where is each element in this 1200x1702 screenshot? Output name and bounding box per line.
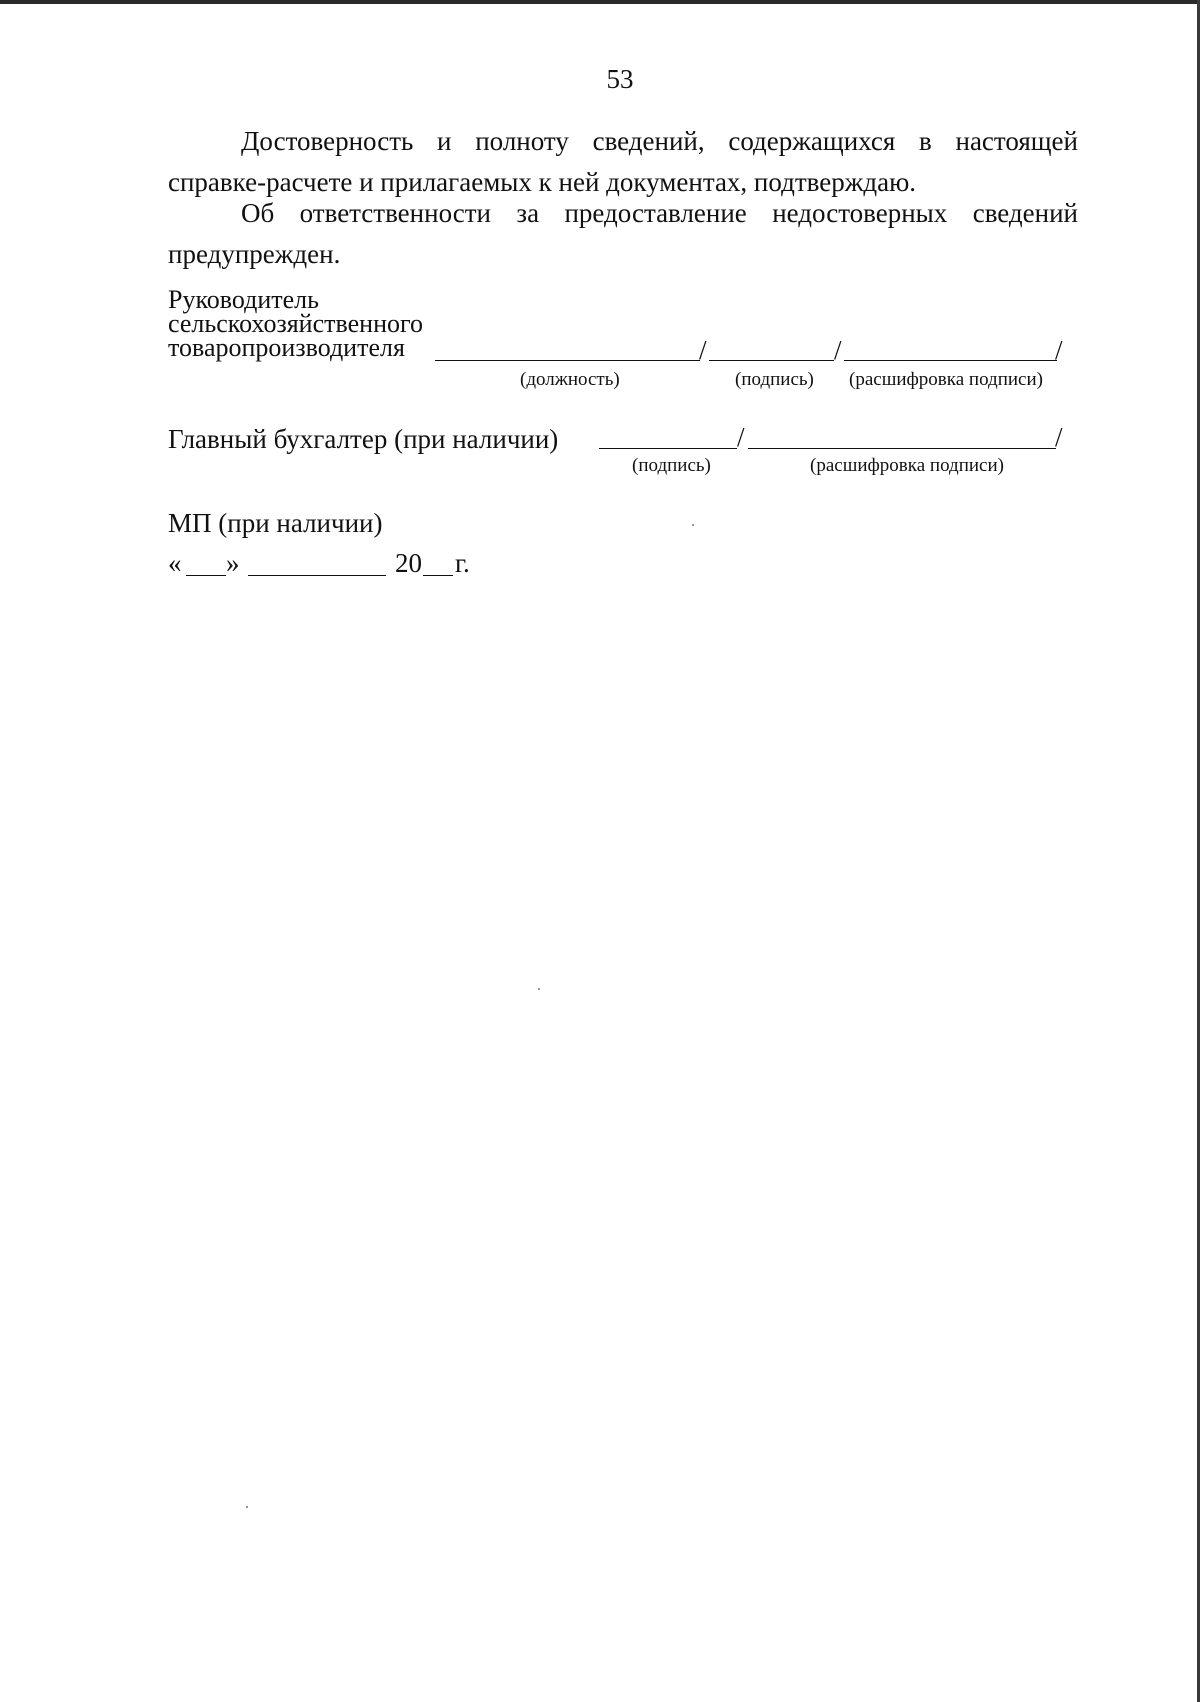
head-signature-caption: (подпись)	[735, 369, 814, 390]
page-number: 53	[606, 64, 634, 94]
date-year-suffix: г.	[455, 548, 470, 578]
head-separator-3: /	[1055, 335, 1063, 365]
head-label	[168, 285, 423, 362]
accountant-signature-caption: (подпись)	[632, 455, 711, 476]
head-separator-1: /	[699, 335, 707, 365]
date-year-prefix: 20	[395, 548, 422, 578]
accountant-signature-field[interactable]	[599, 448, 737, 449]
accountant-separator-2: /	[1055, 422, 1063, 452]
scan-border-top	[0, 0, 1200, 4]
date-year-field[interactable]	[423, 575, 453, 576]
accountant-decoding-caption: (расшифровка подписи)	[810, 455, 1004, 476]
date-month-field[interactable]	[248, 575, 386, 576]
scan-speck	[246, 1506, 248, 1508]
confirmation-text: Достоверность и полноту сведений, содержащихся в настоящей справке-расчете и прилагаемых к ней документах, подтверждаю.	[168, 126, 1078, 197]
responsibility-text: Об ответственности за предоставление недостоверных сведений предупрежден.	[168, 198, 1078, 269]
head-label-line-3: товаропроизводителя	[168, 333, 405, 362]
head-separator-2: /	[834, 335, 842, 365]
head-label-line-2: сельскохозяйственного	[168, 309, 423, 338]
confirmation-paragraph	[168, 121, 1078, 203]
accountant-separator-1: /	[737, 422, 745, 452]
date-open-quote: «	[168, 548, 182, 578]
scan-speck	[692, 524, 694, 526]
date-day-field[interactable]	[186, 575, 226, 576]
scan-speck	[538, 988, 540, 990]
head-position-field[interactable]	[435, 360, 700, 361]
date-close-quote: »	[226, 548, 240, 578]
accountant-label: Главный бухгалтер (при наличии)	[168, 424, 559, 454]
head-decoding-caption: (расшифровка подписи)	[849, 369, 1043, 390]
accountant-decoding-field[interactable]	[748, 448, 1056, 449]
responsibility-paragraph	[168, 193, 1078, 275]
head-label-line-1: Руководитель	[168, 285, 319, 314]
head-signature-field[interactable]	[709, 360, 834, 361]
head-decoding-field[interactable]	[844, 360, 1057, 361]
stamp-label: МП (при наличии)	[168, 508, 383, 538]
head-position-caption: (должность)	[520, 369, 620, 390]
